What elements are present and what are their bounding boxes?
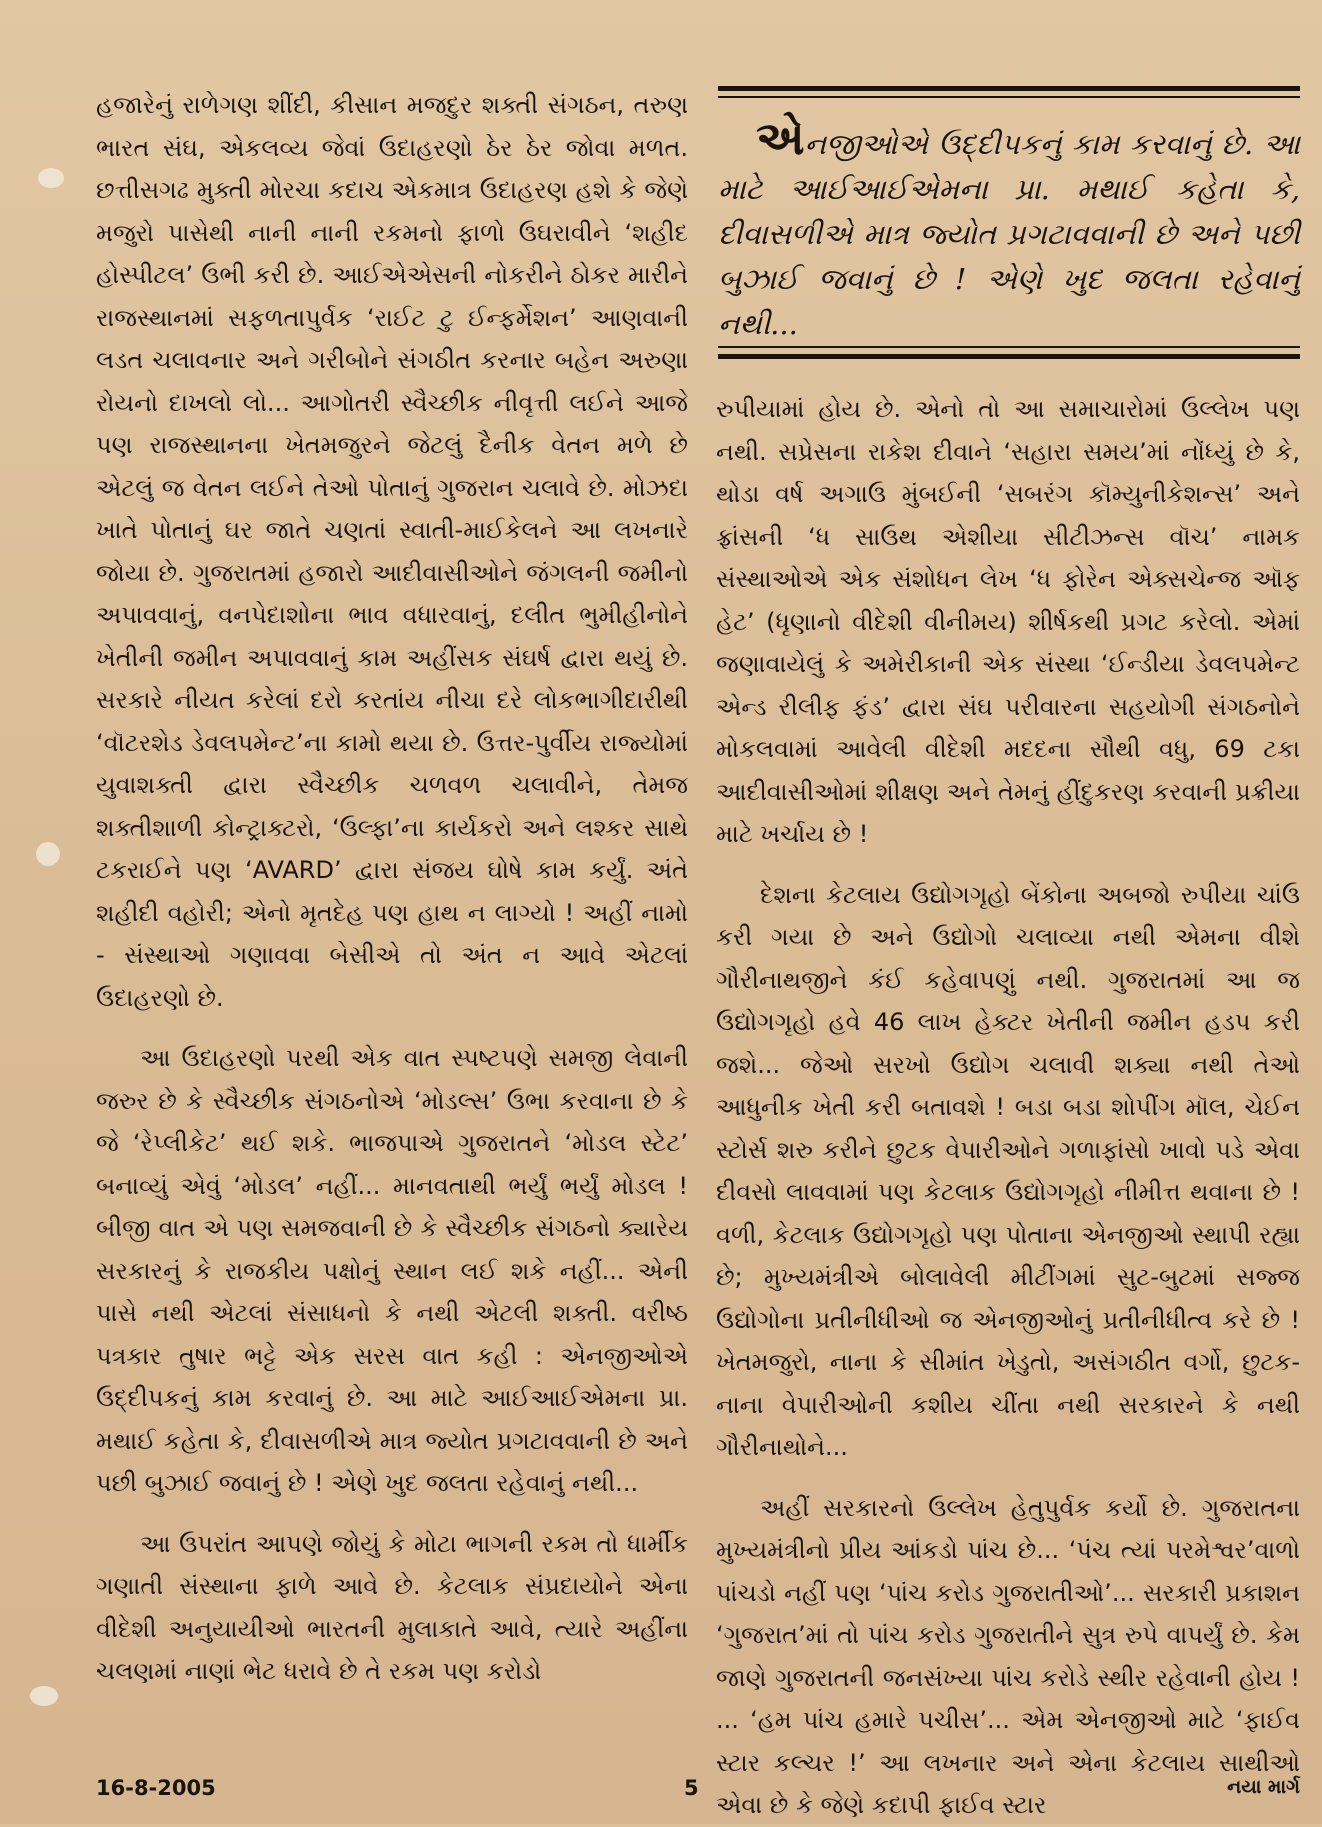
paper-speck xyxy=(30,1686,58,1706)
pull-quote-box xyxy=(718,86,1300,376)
pull-quote-dropcap: એ xyxy=(756,111,805,165)
pull-quote-top-rule xyxy=(718,86,1300,91)
right-column xyxy=(716,388,1300,1827)
pull-quote-text xyxy=(718,111,1300,347)
pull-quote-bottom-rule-thin xyxy=(718,346,1300,348)
paper-speck xyxy=(36,842,60,866)
left-paragraph-3: આ ઉપરાંત આપણે જોયું કે મોટા ભાગની રકમ તો ધાર્મીક ગણાતી સંસ્થાના ફાળે આવે છે. કેટલાક સંપ્રદાયોને એના વીદેશી અનુયાયીઓ ભારતની મુલાકાતે આવે, ત્યારે અહીંના ચલણમાં નાણાં ભેટ ધરાવે છે તે રકમ પણ કરોડો xyxy=(96,1529,688,1685)
pull-quote-top-rule-thin xyxy=(718,96,1300,98)
footer-date: 16-8-2005 xyxy=(96,1776,216,1800)
pull-quote-body: નજીઓએ ઉદ્દીપકનું કામ કરવાનું છે. આ માટે આઈઆઈએમના પ્રા. મથાઈ કહેતા કે, દીવાસળીએ માત્ર જ્યોત પ્રગટાવવાની છે અને પછી બુઝાઈ જવાનું છે ! એણે ખુદ જલતા રહેવાનું નથી... xyxy=(718,127,1300,341)
right-paragraph-1: રુપીયામાં હોય છે. એનો તો આ સમાચારોમાં ઉલ્લેખ પણ નથી. સપ્રેસના રાકેશ દીવાને ‘સહારા સમય’માં નોંધ્યું છે કે, થોડા વર્ષ અગાઉ મુંબઈની ‘સબરંગ કૉમ્યુનીકેશન્સ’ અને ફ્રાંસની ‘ધ સાઉથ એશીયા સીટીઝન્સ વૉચ’ નામક સંસ્થાઓએ એક સંશોધન લેખ ‘ધ ફોરેન એક્સચેન્જ ઑફ હેટ’ (ધૃણાનો વીદેશી વીનીમય) શીર્ષકથી પ્રગટ કરેલો. એમાં જણાવાયેલું કે અમેરીકાની એક સંસ્થા ‘ઈન્ડીયા ડેવલપમેન્ટ એન્ડ રીલીફ ફંડ’ દ્વારા સંઘ પરીવારના સહયોગી સંગઠનોને મોકલવામાં આવેલી વીદેશી મદદના સૌથી વધુ, 69 ટકા આદીવાસીઓમાં શીક્ષણ અને તેમનું હીંદુકરણ કરવાની પ્રક્રીયા માટે ખર્ચાય છે ! xyxy=(716,395,1300,848)
left-paragraph-1: હજારેનું રાળેગણ શીંદી, કીસાન મજદુર શક્તી સંગઠન, તરુણ ભારત સંઘ, એકલવ્ય જેવાં ઉદાહરણો ઠેર ઠેર જોવા મળત. છત્તીસગઢ મુક્તી મોરચા કદાચ એકમાત્ર ઉદાહરણ હશે કે જેણે મજુરો પાસેથી નાની નાની રકમનો ફાળો ઉઘરાવીને ‘શહીદ હોસ્પીટલ’ ઉભી કરી છે. આઈએએસની નોકરીને ઠોકર મારીને રાજસ્થાનમાં સફળતાપુર્વક ‘રાઈટ ટુ ઈન્ફર્મેશન’ આણવાની લડત ચલાવનાર અને ગરીબોને સંગઠીત કરનાર બહેન અરુણા રોયનો દાખલો લો... આગોતરી સ્વૈચ્છીક નીવૃત્તી લઈને આજે પણ રાજસ્થાનના ખેતમજુરને જેટલું દૈનીક વેતન મળે છે એટલું જ વેતન લઈને તેઓ પોતાનું ગુજરાન ચલાવે છે. મોઝદા ખાતે પોતાનું ઘર જાતે ચણતાં સ્વાતી-માઈકેલને આ લખનારે જોયા છે. ગુજરાતમાં હજારો આદીવાસીઓને જંગલની જમીનો અપાવવાનું, વનપેદાશોના ભાવ વધારવાનું, દલીત ભુમીહીનોને ખેતીની જમીન અપાવવાનું કામ અહીંસક સંઘર્ષ દ્વારા થયું છે. સરકારે નીયત કરેલાં દરો કરતાંય નીચા દરે લોકભાગીદારીથી ‘વૉટરશેડ ડેવલપમેન્ટ’ના કામો થયા છે. ઉત્તર-પુર્વીય રાજ્યોમાં યુવાશક્તી દ્વારા સ્વૈચ્છીક ચળવળ ચલાવીને, તેમજ શક્તીશાળી કોન્ટ્રાક્ટરો, ‘ઉલ્ફા’ના કાર્યકરો અને લશ્કર સાથે ટકરાઈને પણ ‘AVARD’ દ્વારા સંજય ઘોષે કામ કર્યું. અંતે શહીદી વહોરી; એનો મૃતદેહ પણ હાથ ન લાગ્યો ! અહીં નામો - સંસ્થાઓ ગણાવવા બેસીએ તો અંત ન આવે એટલાં ઉદાહરણો છે. xyxy=(96,91,688,1012)
right-paragraph-2: દેશના કેટલાય ઉદ્યોગગૃહો બેંકોના અબજો રુપીયા ચાંઉ કરી ગયા છે અને ઉદ્યોગો ચલાવ્યા નથી એમના વીશે ગૌરીનાથજીને કંઈ કહેવાપણું નથી. ગુજરાતમાં આ જ ઉદ્યોગગૃહો હવે 46 લાખ હેક્ટર ખેતીની જમીન હડપ કરી જશે... જેઓ સરખો ઉદ્યોગ ચલાવી શક્યા નથી તેઓ આધુનીક ખેતી કરી બતાવશે ! બડા બડા શોપીંગ મૉલ, ચેઈન સ્ટોર્સ શરુ કરીને છુટક વેપારીઓને ગળાફાંસો ખાવો પડે એવા દીવસો લાવવામાં પણ કેટલાક ઉદ્યોગગૃહો નીમીત્ત થવાના છે ! વળી, કેટલાક ઉદ્યોગગૃહો પણ પોતાના એનજીઓ સ્થાપી રહ્યા છે; મુખ્યમંત્રીએ બોલાવેલી મીટીંગમાં સુટ-બુટમાં સજ્જ ઉદ્યોગોના પ્રતીનીધીઓ જ એનજીઓનું પ્રતીનીધીત્વ કરે છે ! ખેતમજુરો, નાના કે સીમાંત ખેડુતો, અસંગઠીત વર્ગો, છુટક-નાના વેપારીઓની કશીય ચીંતા નથી સરકારને કે નથી ગૌરીનાથોને... xyxy=(716,880,1300,1461)
pull-quote-bottom-rule xyxy=(718,354,1300,359)
left-column xyxy=(96,84,688,1693)
footer-publication-name: નયા માર્ગ xyxy=(1227,1776,1300,1798)
left-paragraph-2: આ ઉદાહરણો પરથી એક વાત સ્પષ્ટપણે સમજી લેવાની જરુર છે કે સ્વૈચ્છીક સંગઠનોએ ‘મોડલ્સ’ ઉભા કરવાના છે કે જે ‘રેપ્લીકેટ’ થઈ શકે. ભાજપાએ ગુજરાતને ‘મોડલ સ્ટેટ’ બનાવ્યું એવું ‘મોડલ’ નહીં... માનવતાથી ભર્યું ભર્યું મોડલ ! બીજી વાત એ પણ સમજવાની છે કે સ્વૈચ્છીક સંગઠનો ક્યારેય સરકારનું કે રાજકીય પક્ષોનું સ્થાન લઈ શકે નહીં... એની પાસે નથી એટલાં સંસાધનો કે નથી એટલી શક્તી. વરીષ્ઠ પત્રકાર તુષાર ભટ્ટે એક સરસ વાત કહી : એનજીઓએ ઉદ્દીપકનું કામ કરવાનું છે. આ માટે આઈઆઈએમના પ્રા. મથાઈ કહેતા કે, દીવાસળીએ માત્ર જ્યોત પ્રગટાવવાની છે અને પછી બુઝાઈ જવાનું છે ! એણે ખુદ જલતા રહેવાનું નથી... xyxy=(96,1044,688,1497)
footer-page-number: 5 xyxy=(684,1776,699,1800)
paper-speck xyxy=(38,168,64,188)
right-paragraph-3: અહીં સરકારનો ઉલ્લેખ હેતુપુર્વક કર્યો છે. ગુજરાતના મુખ્યમંત્રીનો પ્રીય આંકડો પાંચ છે... ‘પંચ ત્યાં પરમેશ્વર’વાળો પાંચડો નહીં પણ ‘પાંચ કરોડ ગુજરાતીઓ’... સરકારી પ્રકાશન ‘ગુજરાત’માં તો પાંચ કરોડ ગુજરાતીને સુત્ર રુપે વાપર્યું છે. કેમ જાણે ગુજરાતની જનસંખ્યા પાંચ કરોડે સ્થીર રહેવાની હોય ! ... ‘હમ પાંચ હમારે પચીસ’... એમ એનજીઓ માટે ‘ફાઈવ સ્ટાર કલ્ચર !’ આ લખનાર અને એના કેટલાય સાથીઓ એવા છે કે જેણે કદાપી ફાઈવ સ્ટાર xyxy=(716,1493,1300,1819)
